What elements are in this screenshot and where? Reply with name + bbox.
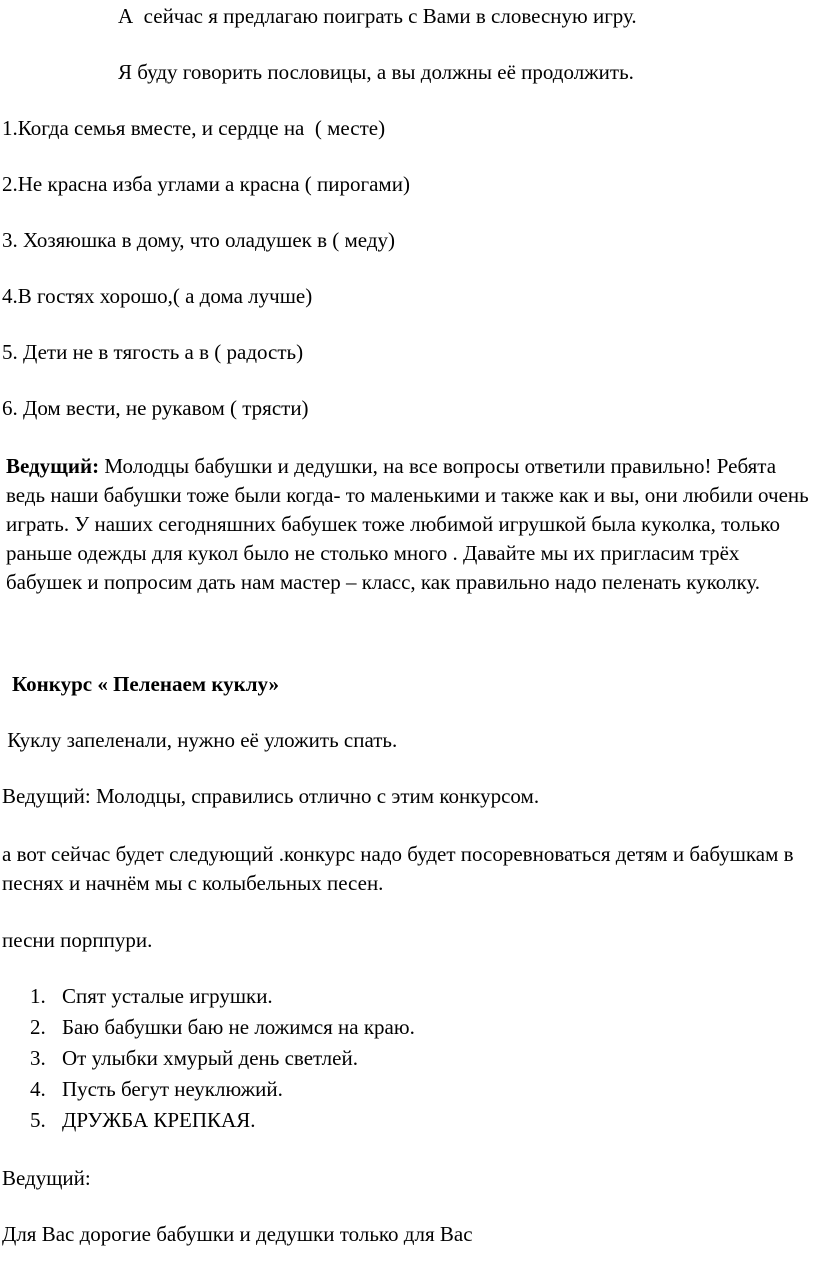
list-item-number: 3. bbox=[30, 1046, 46, 1070]
proverb-item: 4.В гостях хорошо,( а дома лучше) bbox=[2, 284, 313, 308]
proverb-item: 1.Когда семья вместе, и сердце на ( месте) bbox=[2, 116, 386, 140]
list-item-number: 2. bbox=[30, 1015, 46, 1039]
list-item-number: 5. bbox=[30, 1108, 46, 1132]
list-item-title: Спят усталые игрушки. bbox=[62, 984, 273, 1008]
list-item-number: 4. bbox=[30, 1077, 46, 1101]
proverb-item: 5. Дети не в тягость а в ( радость) bbox=[2, 340, 304, 364]
host-speaker-label: Ведущий: bbox=[6, 454, 100, 478]
closing-line: Для Вас дорогие бабушки и дедушки только для Вас bbox=[2, 1222, 473, 1246]
list-item-title: От улыбки хмурый день светлей. bbox=[62, 1046, 358, 1070]
proverb-item: 2.Не красна изба углами а красна ( пирогами) bbox=[2, 172, 410, 196]
list-item-title: Пусть бегут неуклюжий. bbox=[62, 1077, 283, 1101]
contest-title: Конкурс « Пеленаем куклу» bbox=[12, 672, 280, 696]
host-paragraph-text: Молодцы бабушки и дедушки, на все вопросы ответили правильно! Ребята ведь наши бабушки тоже были когда- то маленькими и также как и вы, они любили очень играть. У наших сегодняшних бабушек тоже любимой игрушкой была куколка, только раньше одежды для кукол было не столько много . Давайте мы их пригласим трёх бабушек и попросим дать нам мастер – класс, как правильно надо пеленать куколку. bbox=[6, 454, 809, 594]
intro-line-1: А сейчас я предлагаю поиграть с Вами в словесную игру. bbox=[118, 4, 637, 28]
list-item-title: ДРУЖБА КРЕПКАЯ. bbox=[62, 1108, 256, 1132]
intro-line-2: Я буду говорить пословицы, а вы должны её продолжить. bbox=[118, 60, 634, 84]
next-contest-paragraph: а вот сейчас будет следующий .конкурс надо будет посоревноваться детям и бабушкам в песнях и начнём мы с колыбельных песен. bbox=[2, 842, 794, 895]
list-item-title: Баю бабушки баю не ложимся на краю. bbox=[62, 1015, 415, 1039]
after-contest-line: Куклу запеленали, нужно её уложить спать. bbox=[2, 728, 398, 752]
host-praise-line: Ведущий: Молодцы, справились отлично с этим конкурсом. bbox=[2, 784, 540, 808]
songs-heading: песни порппури. bbox=[2, 928, 153, 952]
proverb-item: 3. Хозяюшка в дому, что оладушек в ( меду) bbox=[2, 228, 396, 252]
host-label: Ведущий: bbox=[2, 1166, 91, 1190]
host-paragraph bbox=[6, 452, 814, 597]
list-item-number: 1. bbox=[30, 984, 46, 1008]
proverb-item: 6. Дом вести, не рукавом ( трясти) bbox=[2, 396, 309, 420]
